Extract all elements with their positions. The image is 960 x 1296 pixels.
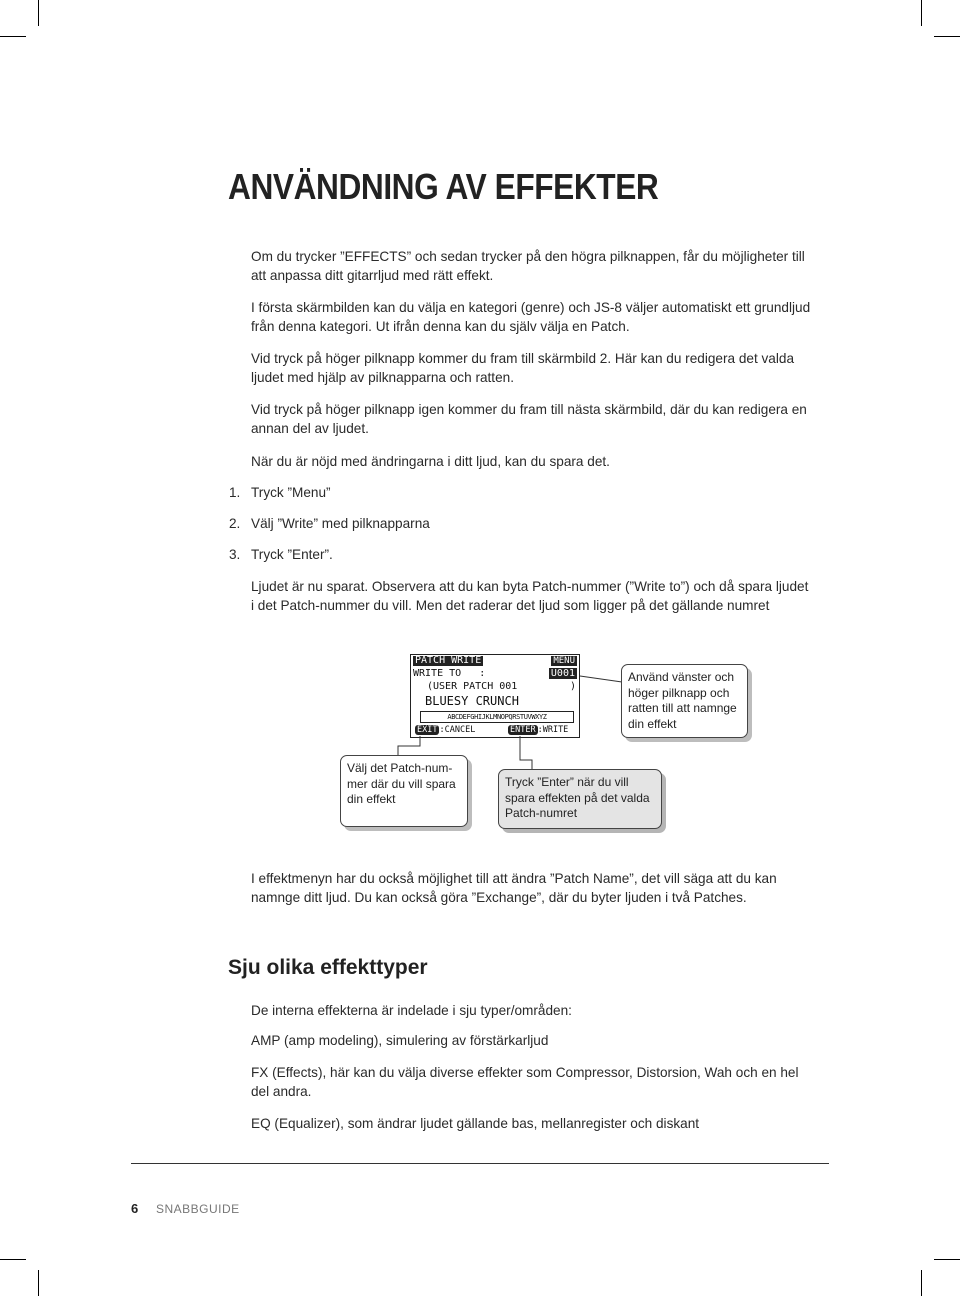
intro-paragraph: Vid tryck på höger pilknapp kommer du fram till skärmbild 2. Här kan du redigera det valda ljudet med hjälp av pilknapparna och ratten. [251,351,794,385]
step-text: Välj ”Write” med pilknapparna [251,516,430,531]
section-paragraph: AMP (amp modeling), simulering av förstärkarljud [251,1033,549,1048]
lcd-character-row: ABCDEFGHIJKLMNOPQRSTUVWXYZ [420,711,574,723]
step-number: 3. [229,547,241,562]
patch-name-paragraph: I effektmenyn har du också möjlighet till att ändra ”Patch Name”, det vill säga att du kan namnge ditt ljud. Du kan också göra ”Exchange”, där du byter ljuden i två Patches. [251,871,777,905]
lcd-user-patch-close: ) [569,681,576,692]
lcd-user-patch: (USER PATCH 001 [427,681,518,692]
intro-paragraph: I första skärmbilden kan du välja en kategori (genre) och JS-8 väljer automatiskt ett grundljud från denna kategori. Ut ifrån denna kan du själv välja en Patch. [251,300,811,334]
lcd-title: PATCH WRITE [415,655,482,666]
step-text: Tryck ”Menu” [251,485,331,500]
callout-left: Välj det Patch-num-mer där du vill spara din effekt [340,755,468,827]
section-title: Sju olika effekttyper [228,956,428,979]
section-paragraph: De interna effekterna är indelade i sju typer/områden: [251,1003,572,1018]
lcd-write-to-value: U001 [550,668,575,679]
callout-right: Använd vänster och höger pilknapp och ratten till att namnge din effekt [621,664,748,738]
footer-rule [131,1163,829,1164]
step-number: 1. [229,485,241,500]
page-title: ANVÄNDNING AV EFFEKTER [228,166,659,207]
footer-label: SNABBGUIDE [156,1202,240,1216]
section-paragraph: EQ (Equalizer), som ändrar ljudet gällande bas, mellanregister och diskant [251,1116,700,1131]
page-number: 6 [131,1201,139,1216]
lcd-exit-action: :CANCEL [439,725,476,735]
section-paragraph: FX (Effects), här kan du välja diverse effekter som Compressor, Distorsion, Wah och en hel del andra. [251,1065,799,1099]
saved-paragraph: Ljudet är nu sparat. Observera att du kan byta Patch-nummer (”Write to”) och då spara ljudet i det Patch-nummer du vill. Men det raderar det ljud som ligger på det gällande numret [251,579,809,613]
step-number: 2. [229,516,241,531]
lcd-menu: MENU [553,656,575,666]
lcd-exit-key: EXIT [417,725,438,735]
callout-middle: Tryck ”Enter” när du vill spara effekten på det valda Patch-numret [498,769,662,829]
intro-paragraph: Vid tryck på höger pilknapp igen kommer du fram till nästa skärmbild, där du kan redigera en annan del av ljudet. [251,402,807,436]
lcd-write-to-label: WRITE TO : [413,668,486,679]
lcd-enter-action: :WRITE [537,725,569,735]
intro-paragraph: När du är nöjd med ändringarna i ditt ljud, kan du spara det. [251,454,610,469]
lcd-enter-key: ENTER [510,725,536,735]
intro-paragraph: Om du trycker ”EFFECTS” och sedan trycker på den högra pilknappen, får du möjligheter till att anpassa ditt gitarrljud med rätt effekt. [251,249,805,283]
step-text: Tryck ”Enter”. [251,547,333,562]
lcd-patch-name: BLUESY CRUNCH [425,694,519,708]
